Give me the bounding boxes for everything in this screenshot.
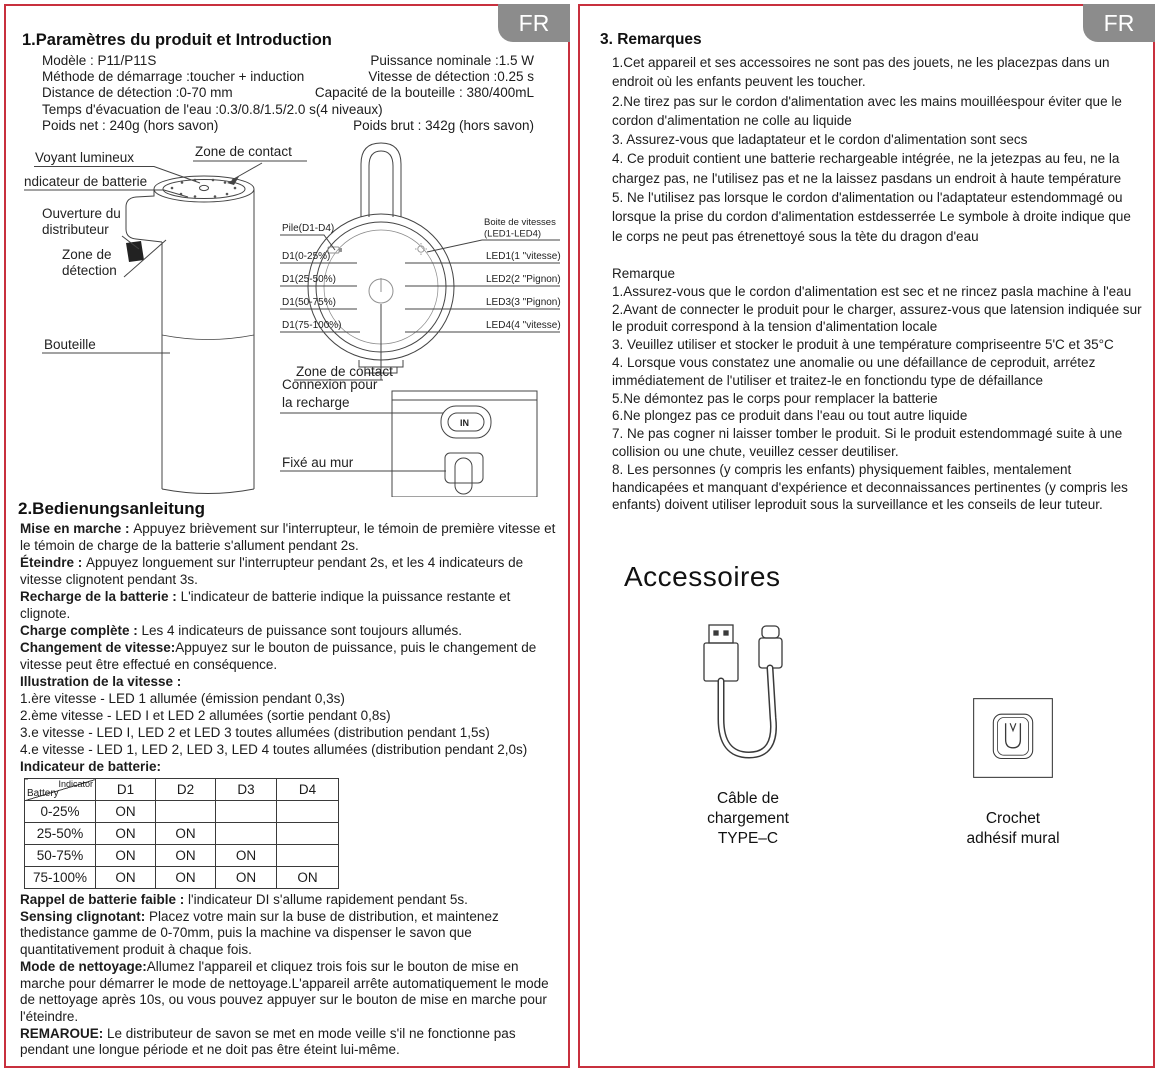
section3-title: 3. Remarques (600, 31, 702, 48)
wall-hook-icon (972, 697, 1054, 779)
product-parameters (42, 53, 534, 134)
remarque-title: Remarque (612, 265, 676, 281)
cable-label-line: chargement (707, 810, 789, 828)
diagram-label: Zone de contact (296, 364, 393, 380)
table-row (25, 823, 339, 845)
param-value: Modèle : P11/P11S (42, 53, 157, 68)
remarque-item: 4. Lorsque vous constatez une anomalie ou une défaillance de ceproduit, arrétez immédiatement de l'utiliser et traitez-le en fonctiondu type de défaillance (612, 354, 1096, 388)
remark-item: 2.Ne tirez pas sur le cordon d'alimentation avec les mains mouilléespour éviter que le cordon d'alimentation ne colle au liquide (612, 93, 1122, 128)
battery-cell (156, 801, 216, 823)
hanging-loop (361, 143, 401, 217)
battery-cell: ON (216, 867, 277, 889)
remarque-item: 5.Ne démontez pas le corps pour remplacer la batterie (612, 390, 938, 406)
battery-cell (277, 845, 339, 867)
battery-cell: ON (156, 867, 216, 889)
instruction-paragraph: Indicateur de batterie: (20, 759, 162, 775)
remarque-item: 3. Veuillez utiliser et stocker le produit à une température compriseentre 5'C et 35°C (612, 337, 1114, 353)
page-right (578, 4, 1155, 1068)
column-header: D1 (96, 779, 156, 801)
diagram-label: D1(75-100%) (282, 320, 342, 332)
instruction-paragraph: Mode de nettoyage:Allumez l'appareil et cliquez trois fois sur le bouton de mise en marche pour démarrer le mode de nettoyage.L'appareil arrête automatiquement le mode de nettoyage après 10s, ou vous pouvez appuyer sur le bouton de mise en marche pour l'éteindre. (20, 958, 549, 1024)
param-row (42, 85, 534, 101)
remarque-item: 6.Ne plongez pas ce produit dans l'eau ou tout autre liquide (612, 408, 968, 424)
param-value: Poids brut : 342g (hors savon) (353, 117, 534, 133)
param-row (42, 118, 534, 134)
param-row (42, 102, 534, 118)
diagram-label: D1(25-50%) (282, 274, 336, 286)
param-row (42, 53, 534, 69)
battery-cell (277, 823, 339, 845)
battery-cell (216, 801, 277, 823)
instruction-paragraph: Éteindre : Appuyez longuement sur l'interrupteur pendant 2s, et les 4 indicateurs de vitesse clignotent pendant 3s. (20, 555, 524, 588)
param-row (42, 69, 534, 85)
param-value: Vitesse de détection :0.25 s (368, 69, 534, 85)
accessory-cable (648, 623, 848, 849)
diagram-label: Zone de (62, 247, 112, 263)
column-header: D2 (156, 779, 216, 801)
gear-icon (415, 243, 427, 255)
battery-cell: ON (96, 801, 156, 823)
operating-instructions (20, 520, 564, 775)
diagram-label: ndicateur de batterie (24, 174, 148, 190)
battery-cell (216, 823, 277, 845)
battery-cell: ON (156, 845, 216, 867)
hook-label-line: Crochet (985, 810, 1041, 828)
battery-indicator-table (24, 778, 339, 889)
battery-cell: ON (156, 823, 216, 845)
table-row (25, 845, 339, 867)
remarque-item: 2.Avant de connecter le produit pour le charger, assurez-vous que latension indiquée sur le produit correspond à la tension d'alimentation locale (612, 301, 1142, 335)
param-value: Méthode de démarrage :toucher + induction (42, 69, 305, 85)
battery-cell: ON (96, 823, 156, 845)
instruction-paragraph: 2.ème vitesse - LED I et LED 2 allumées (sortie pendant 0,8s) (20, 708, 391, 724)
diagram-label: détection (62, 263, 117, 279)
instruction-paragraph: Recharge de la batterie : L'indicateur de batterie indique la puissance restante et clignote. (20, 589, 511, 622)
param-value: Temps d'évacuation de l'eau :0.3/0.8/1.5/2.0 s(4 niveaux) (42, 101, 383, 117)
param-value: Distance de détection :0-70 mm (42, 85, 233, 101)
diagram-label: LED2(2 "Pignon) (486, 274, 561, 286)
usb-cable-icon (693, 623, 803, 773)
diagram-label: (LED1-LED4) (484, 228, 542, 240)
diagram-label: Connexion pour (282, 377, 378, 393)
additional-instructions (20, 892, 564, 1059)
instruction-paragraph: 4.e vitesse - LED 1, LED 2, LED 3, LED 4 toutes allumées (distribution pendant 2,0s) (20, 742, 528, 758)
remarque-block (612, 265, 1145, 514)
port-in-label: IN (460, 418, 469, 429)
instruction-paragraph: Rappel de batterie faible : l'indicateur DI s'allume rapidement pendant 5s. (20, 892, 468, 908)
instruction-paragraph: 1.ère vitesse - LED 1 allumée (émission pendant 0,3s) (20, 691, 345, 707)
language-tab (1083, 4, 1155, 42)
table-row (25, 801, 339, 823)
hook-label-line: adhésif mural (966, 830, 1060, 848)
remarque-item: 1.Assurez-vous que le cordon d'alimentation est sec et ne rincez pasla machine à l'eau (612, 283, 1132, 299)
instruction-paragraph: 3.e vitesse - LED I, LED 2 et LED 3 toutes allumées (distribution pendant 1,5s) (20, 725, 490, 741)
param-value: Puissance nominale :1.5 W (370, 53, 534, 68)
column-header: D3 (216, 779, 277, 801)
page-left (4, 4, 570, 1068)
instruction-paragraph: Illustration de la vitesse : (20, 674, 182, 690)
battery-cell: ON (216, 845, 277, 867)
diagram-label: distributeur (42, 222, 109, 238)
table-row (25, 867, 339, 889)
diagram-label: Fixé au mur (282, 455, 354, 471)
remark-item: 4. Ce produit contient une batterie rechargeable intégrée, ne la jetezpas au feu, ne la chargez pas, ne l'utilisez pas et ne la laissez pasdans un endroit à haute température (612, 151, 1122, 186)
corner-label-battery: Battery (27, 788, 59, 800)
cable-label-line: TYPE–C (717, 830, 779, 848)
param-value: Capacité de la bouteille : 380/400mL (314, 85, 534, 101)
diagram-label: Boite de vitesses (484, 217, 556, 229)
instruction-paragraph: Sensing clignotant: Placez votre main sur la buse de distribution, et maintenez thedistance gamme de 0-70mm, puis la machine va dispenser le savon que quantitativement produit à chaque fois. (20, 908, 499, 958)
table-header-row (25, 779, 339, 801)
diagram-label: la recharge (282, 395, 350, 411)
battery-cell: ON (96, 867, 156, 889)
diagram-label: D1(50-75%) (282, 297, 336, 309)
diagram-label: LED3(3 "Pignon) (486, 297, 561, 309)
instruction-paragraph: REMAROUE: Le distributeur de savon se met en mode veille s'il ne fonctionne pas pendant une longue période et ne doit pas être éteint lui-même. (20, 1025, 516, 1058)
remark-item: 3. Assurez-vous que ladaptateur et le cordon d'alimentation sont secs (612, 132, 1028, 148)
row-label: 50-75% (25, 845, 96, 867)
language-tab (498, 4, 570, 42)
table-corner-cell (25, 779, 96, 801)
cable-label (707, 789, 789, 849)
instruction-paragraph: Charge complète : Les 4 indicateurs de puissance sont toujours allumés. (20, 623, 462, 639)
dispenser-nozzle (126, 241, 144, 262)
column-header: D4 (277, 779, 339, 801)
language-tab-label: FR (518, 9, 550, 36)
remark-item: 1.Cet appareil et ses accessoires ne sont pas des jouets, ne les placezpas dans un endroit où les enfants peuvent les toucher. (612, 55, 1110, 90)
section1-title: 1.Paramètres du produit et Introduction (22, 31, 332, 49)
accessories-title: Accessoires (624, 561, 781, 593)
keyhole-slot (445, 453, 483, 483)
hook-label (966, 809, 1059, 849)
touch-button (200, 185, 209, 190)
accessories-figures (648, 623, 1153, 849)
battery-cell: ON (277, 867, 339, 889)
corner-label-indicator: Indicator (58, 779, 93, 790)
instruction-paragraph: Mise en marche : Appuyez brièvement sur l'interrupteur, le témoin de première vitesse et le témoin de charge de la batterie s'allument pendant 2s. (20, 521, 556, 554)
section2-title: 2.Bedienungsanleitung (18, 499, 206, 519)
product-diagram (14, 139, 564, 497)
remarks-list (612, 53, 1145, 246)
battery-cell (277, 801, 339, 823)
diagram-label: LED4(4 "vitesse) (486, 320, 561, 332)
row-label: 0-25% (25, 801, 96, 823)
cable-label-line: Câble de (716, 790, 780, 808)
remark-item: 5. Ne l'utilisez pas lorsque le cordon d'alimentation ou l'adaptateur estendommagé ou lorsque la prise du cordon d'alimentation estdesserrée Le symbole à droite indique que le corps ne peut pas étrenettoyé sous la tète du dragon d'eau (612, 190, 1131, 244)
accessory-hook (908, 697, 1118, 849)
diagram-label: Voyant lumineux (35, 150, 135, 166)
language-tab-label: FR (1103, 9, 1135, 36)
back-panel (392, 391, 537, 497)
diagram-label: Pile(D1-D4) (282, 223, 335, 235)
remarque-item: 7. Ne pas cogner ni laisser tomber le produit. Si le produit estendommagé suite à une collision ou une chute, veuillez cesser deutiliser. (612, 426, 1123, 459)
diagram-label: Ouverture du (42, 206, 121, 222)
diagram-label: D1(0-25%) (282, 251, 331, 263)
diagram-label: Zone de contact (195, 144, 292, 160)
power-icon (369, 278, 393, 303)
diagram-label: Bouteille (44, 337, 96, 353)
battery-cell: ON (96, 845, 156, 867)
diagram-label: LED1(1 "vitesse) (486, 251, 561, 263)
param-value: Poids net : 240g (hors savon) (42, 117, 219, 133)
remarque-item: 8. Les personnes (y compris les enfants) physiquement faibles, mentalement handicapées et manquant d'expérience et deconnaissances pertinentes (y compris les enfants) doivent utiliser leproduit sous la surveillance et les conseils de leur tuteur. (612, 461, 1128, 513)
row-label: 75-100% (25, 867, 96, 889)
instruction-paragraph: Changement de vitesse:Appuyez sur le bouton de puissance, puis le changement de vitesse peut être effectué en conséquence. (20, 640, 537, 673)
row-label: 25-50% (25, 823, 96, 845)
